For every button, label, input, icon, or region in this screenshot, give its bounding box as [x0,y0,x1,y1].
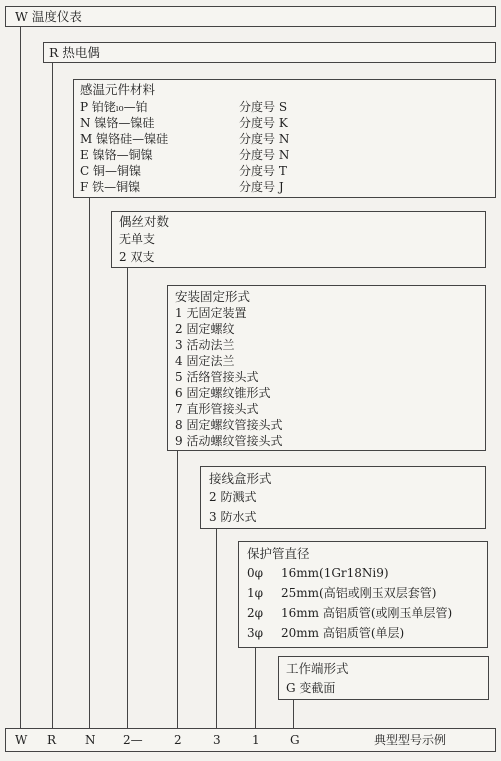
tube-desc: 16mm(1Gr18Ni9) [281,566,389,580]
material-grade: 分度号 J [239,180,284,194]
tube-desc: 20mm 高铝质管(单层) [281,626,405,640]
model-code-tube: 1 [252,733,260,747]
working-end-item: G 变截面 [286,681,336,695]
level-2-box [43,42,496,63]
tube-code: 3φ [247,626,264,640]
model-code-n: N [85,733,96,747]
material-grade: 分度号 N [239,148,290,162]
model-example-bar [5,728,496,752]
mounting-item: 7 直形管接头式 [175,402,259,416]
model-code-r: R [47,733,57,747]
mounting-item: 6 固定螺纹锥形式 [175,386,271,400]
model-code-mount: 2 [174,733,182,747]
wire-pairs-item: 2 双支 [119,250,155,264]
wire-pairs-box [111,211,486,268]
working-end-box [278,656,489,700]
material-name: N 镍铬—镍硅 [80,116,155,130]
connector-line-mount [177,451,178,728]
connector-line-n [89,198,90,728]
junction-item: 2 防溅式 [209,490,257,504]
tube-desc: 25mm(高铝或刚玉双层套管) [281,586,437,600]
mounting-item: 8 固定螺纹管接头式 [175,418,283,432]
mounting-item: 5 活络管接头式 [175,370,259,384]
tube-title: 保护管直径 [247,546,310,561]
material-grade: 分度号 S [239,100,288,114]
level-2-label: R 热电偶 [49,45,100,60]
connector-line-r [52,63,53,728]
connector-line-tube [255,648,256,728]
junction-title: 接线盒形式 [209,471,272,486]
connector-line-end [293,700,294,728]
wire-pairs-title: 偶丝对数 [119,214,170,229]
model-example-caption: 典型型号示例 [374,733,447,747]
material-name: F 铁—铜镍 [80,180,141,194]
junction-box [200,466,486,529]
material-name: E 镍铬—铜镍 [80,148,153,162]
connector-line-w [20,26,21,728]
tube-code: 2φ [247,606,264,620]
material-name: P 铂铑ₗ₀—铂 [80,100,148,114]
mounting-box [167,285,486,451]
model-code-box: 3 [213,733,221,747]
material-grade: 分度号 N [239,132,290,146]
material-name: C 铜—铜镍 [80,164,141,178]
model-code-wire: 2— [123,733,143,747]
tube-code: 1φ [247,586,264,600]
mounting-item: 4 固定法兰 [175,354,235,368]
material-grade: 分度号 K [239,116,288,130]
model-code-w: W [15,733,28,747]
tube-code: 0φ [247,566,264,580]
level-1-box [5,6,496,27]
tube-diameter-box [238,541,488,648]
material-name: M 镍铬硅—镍硅 [80,132,169,146]
level-1-label: W 温度仪表 [15,9,82,24]
mounting-item: 1 无固定装置 [175,306,247,320]
material-title: 感温元件材料 [80,82,156,97]
connector-line-box [216,529,217,728]
working-end-title: 工作端形式 [286,661,349,676]
junction-item: 3 防水式 [209,510,257,524]
mounting-item: 9 活动螺纹管接头式 [175,434,283,448]
model-code-end: G [290,733,300,747]
material-grade: 分度号 T [239,164,287,178]
tube-desc: 16mm 高铝质管(或刚玉单层管) [281,606,453,620]
mounting-item: 2 固定螺纹 [175,322,235,336]
wire-pairs-item: 无单支 [119,232,156,246]
mounting-item: 3 活动法兰 [175,338,235,352]
connector-line-wire [127,268,128,728]
material-box [73,79,496,198]
mounting-title: 安装固定形式 [175,289,251,304]
